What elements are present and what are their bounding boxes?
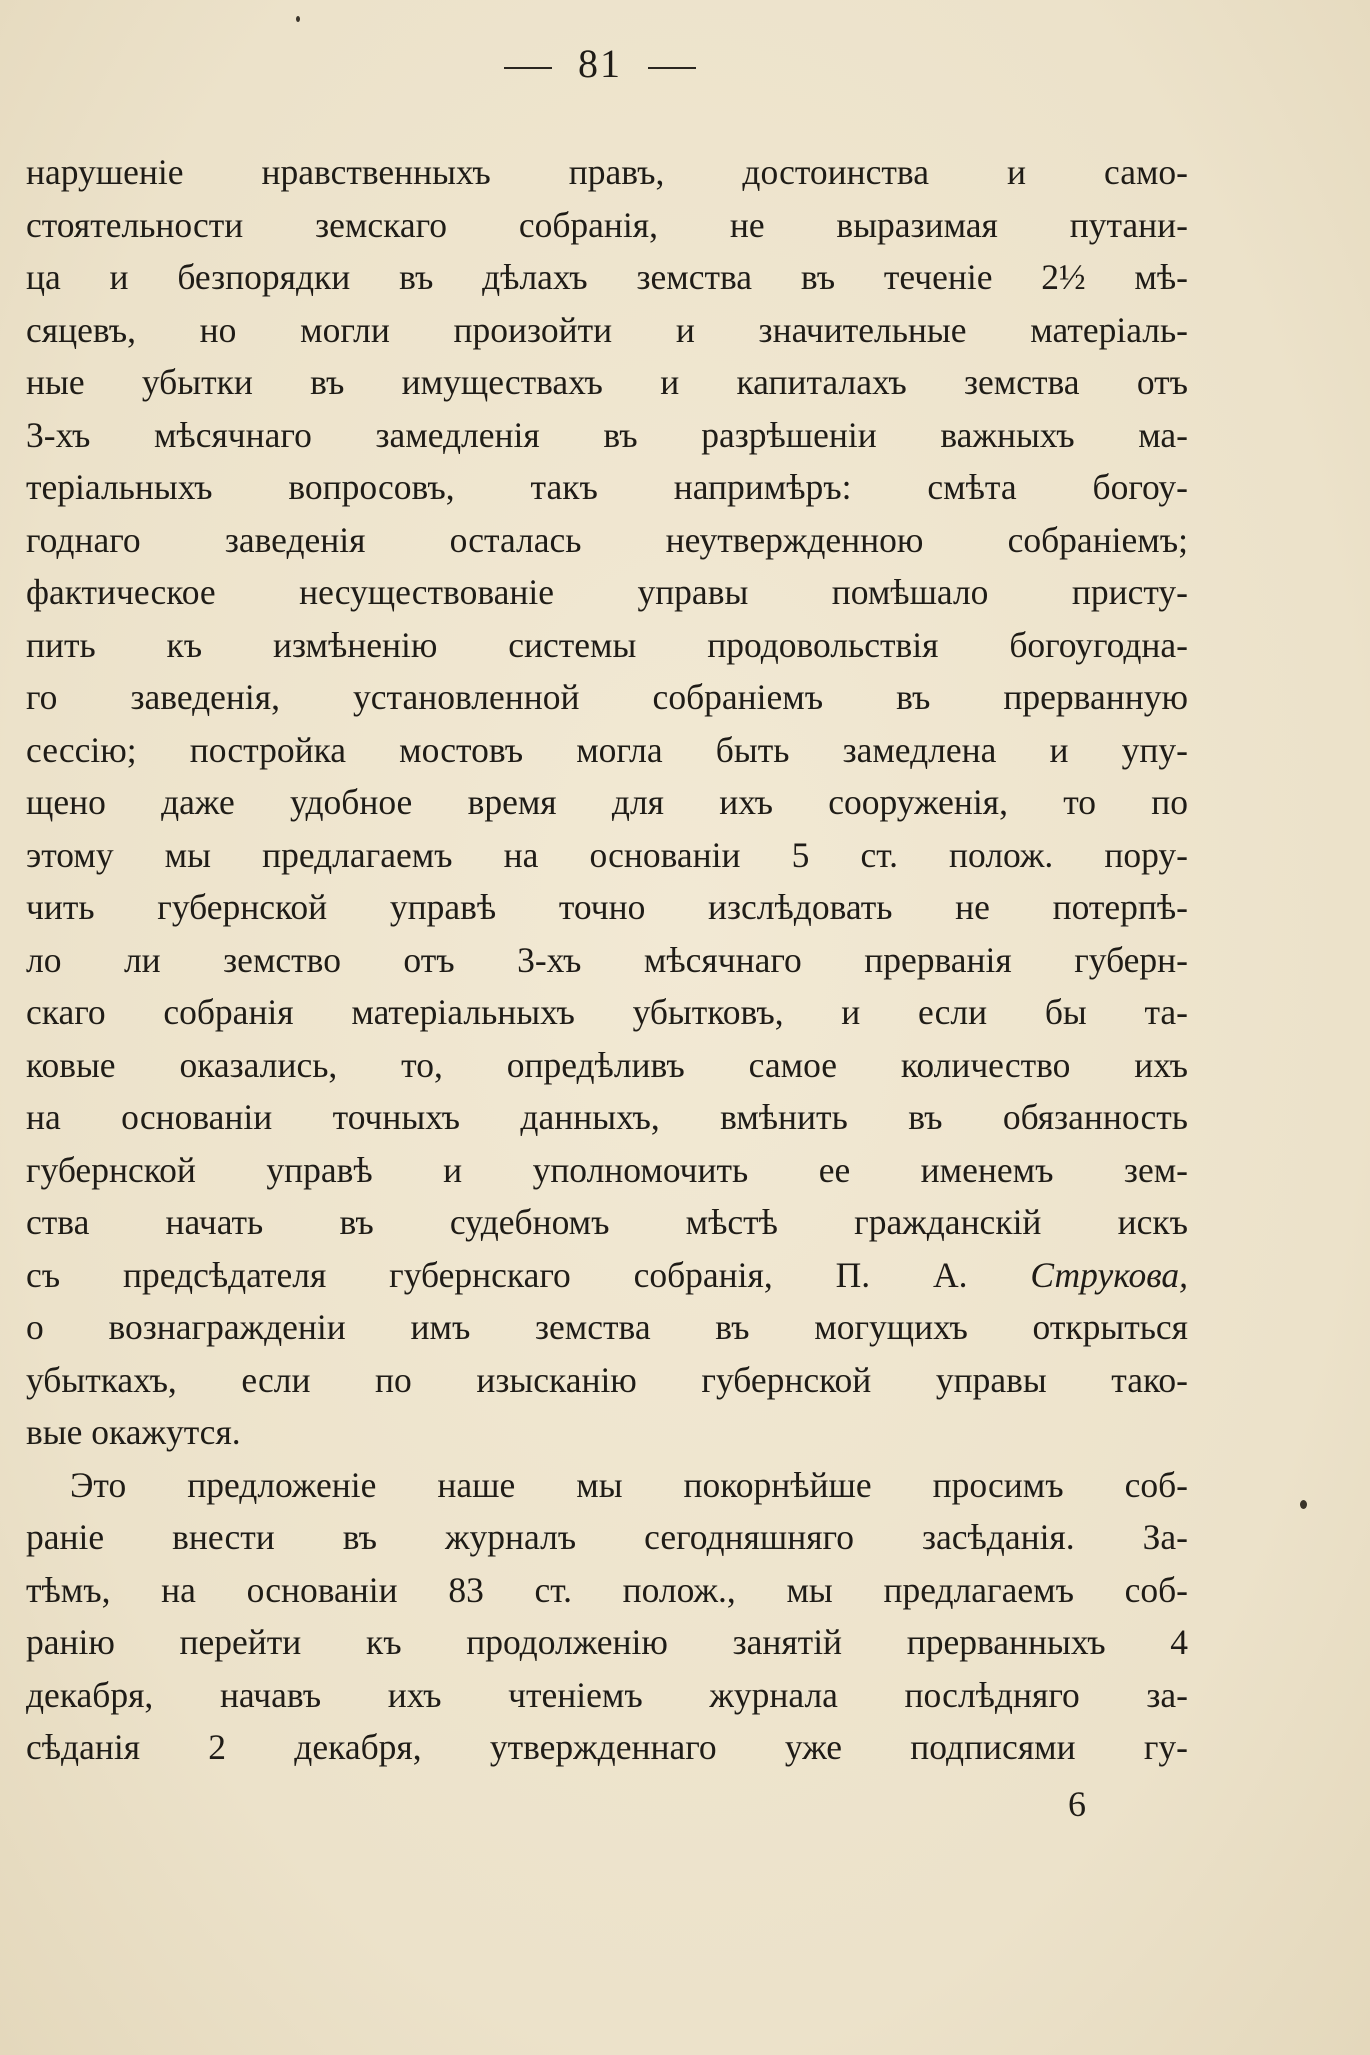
- page-number: [0, 40, 1200, 87]
- signature-mark: 6: [1068, 1784, 1086, 1824]
- text-line: тѣмъ, на основаніи 83 ст. полож., мы предлагаемъ соб-: [26, 1570, 1188, 1610]
- ink-speck: [1300, 1500, 1307, 1509]
- text-line: о вознагражденіи имъ земства въ могущихъ открыться: [26, 1307, 1188, 1347]
- dash-left: [504, 67, 552, 69]
- page-number-value: 81: [578, 41, 622, 86]
- text-segment: съ предсѣдателя губернскаго собранія, П. А.: [26, 1255, 968, 1295]
- text-line: чить губернской управѣ точно изслѣдовать не потерпѣ-: [26, 887, 1188, 927]
- text-line: раніе внести въ журналъ сегодняшняго засѣданія. За-: [26, 1517, 1188, 1557]
- text-line: ковые оказались, то, опредѣливъ самое количество ихъ: [26, 1045, 1188, 1085]
- text-line-with-name: [26, 1249, 1188, 1301]
- text-line: ранію перейти къ продолженію занятій прерванныхъ 4: [26, 1622, 1188, 1662]
- text-line: губернской управѣ и уполномочить ее именемъ зем-: [26, 1150, 1188, 1190]
- text-line: ства начать въ судебномъ мѣстѣ гражданскій искъ: [26, 1202, 1188, 1242]
- ink-speck: [296, 16, 300, 22]
- text-line: щено даже удобное время для ихъ сооруженія, то по: [26, 782, 1188, 822]
- text-line: стоятельности земскаго собранія, не выразимая путани-: [26, 205, 1188, 245]
- text-line: 3-хъ мѣсячнаго замедленія въ разрѣшеніи важныхъ ма-: [26, 415, 1188, 455]
- text-line: ло ли земство отъ 3-хъ мѣсячнаго прерванія губерн-: [26, 940, 1188, 980]
- text-line: пить къ измѣненію системы продовольствія богоугодна-: [26, 625, 1188, 665]
- text-line: Это предложеніе наше мы покорнѣйше просимъ соб-: [70, 1465, 1188, 1505]
- text-line: сессію; постройка мостовъ могла быть замедлена и упу-: [26, 730, 1188, 770]
- text-line: убыткахъ, если по изысканію губернской управы тако-: [26, 1360, 1188, 1400]
- text-line: декабря, начавъ ихъ чтеніемъ журнала послѣдняго за-: [26, 1675, 1188, 1715]
- text-line: скаго собранія матеріальныхъ убытковъ, и если бы та-: [26, 992, 1188, 1032]
- text-line: вые окажутся.: [26, 1412, 241, 1452]
- text-line: го заведенія, установленной собраніемъ въ прерванную: [26, 677, 1188, 717]
- text-line: этому мы предлагаемъ на основаніи 5 ст. полож. пору-: [26, 835, 1188, 875]
- text-line: нарушеніе нравственныхъ правъ, достоинства и само-: [26, 152, 1188, 192]
- text-line: на основаніи точныхъ данныхъ, вмѣнить въ обязанность: [26, 1097, 1188, 1137]
- dash-right: [648, 67, 696, 69]
- text-line: сяцевъ, но могли произойти и значительные матеріаль-: [26, 310, 1188, 350]
- text-line: фактическое несуществованіе управы помѣшало присту-: [26, 572, 1188, 612]
- text-line: ные убытки въ имуществахъ и капиталахъ земства отъ: [26, 362, 1188, 402]
- italic-surname: Струкова,: [1030, 1255, 1188, 1295]
- text-line: годнаго заведенія осталась неутвержденною собраніемъ;: [26, 520, 1188, 560]
- text-line: теріальныхъ вопросовъ, такъ напримѣръ: смѣта богоу-: [26, 467, 1188, 507]
- text-line: ца и безпорядки въ дѣлахъ земства въ теченіе 2½ мѣ-: [26, 257, 1188, 297]
- text-line: сѣданія 2 декабря, утвержденнаго уже подписями гу-: [26, 1727, 1188, 1767]
